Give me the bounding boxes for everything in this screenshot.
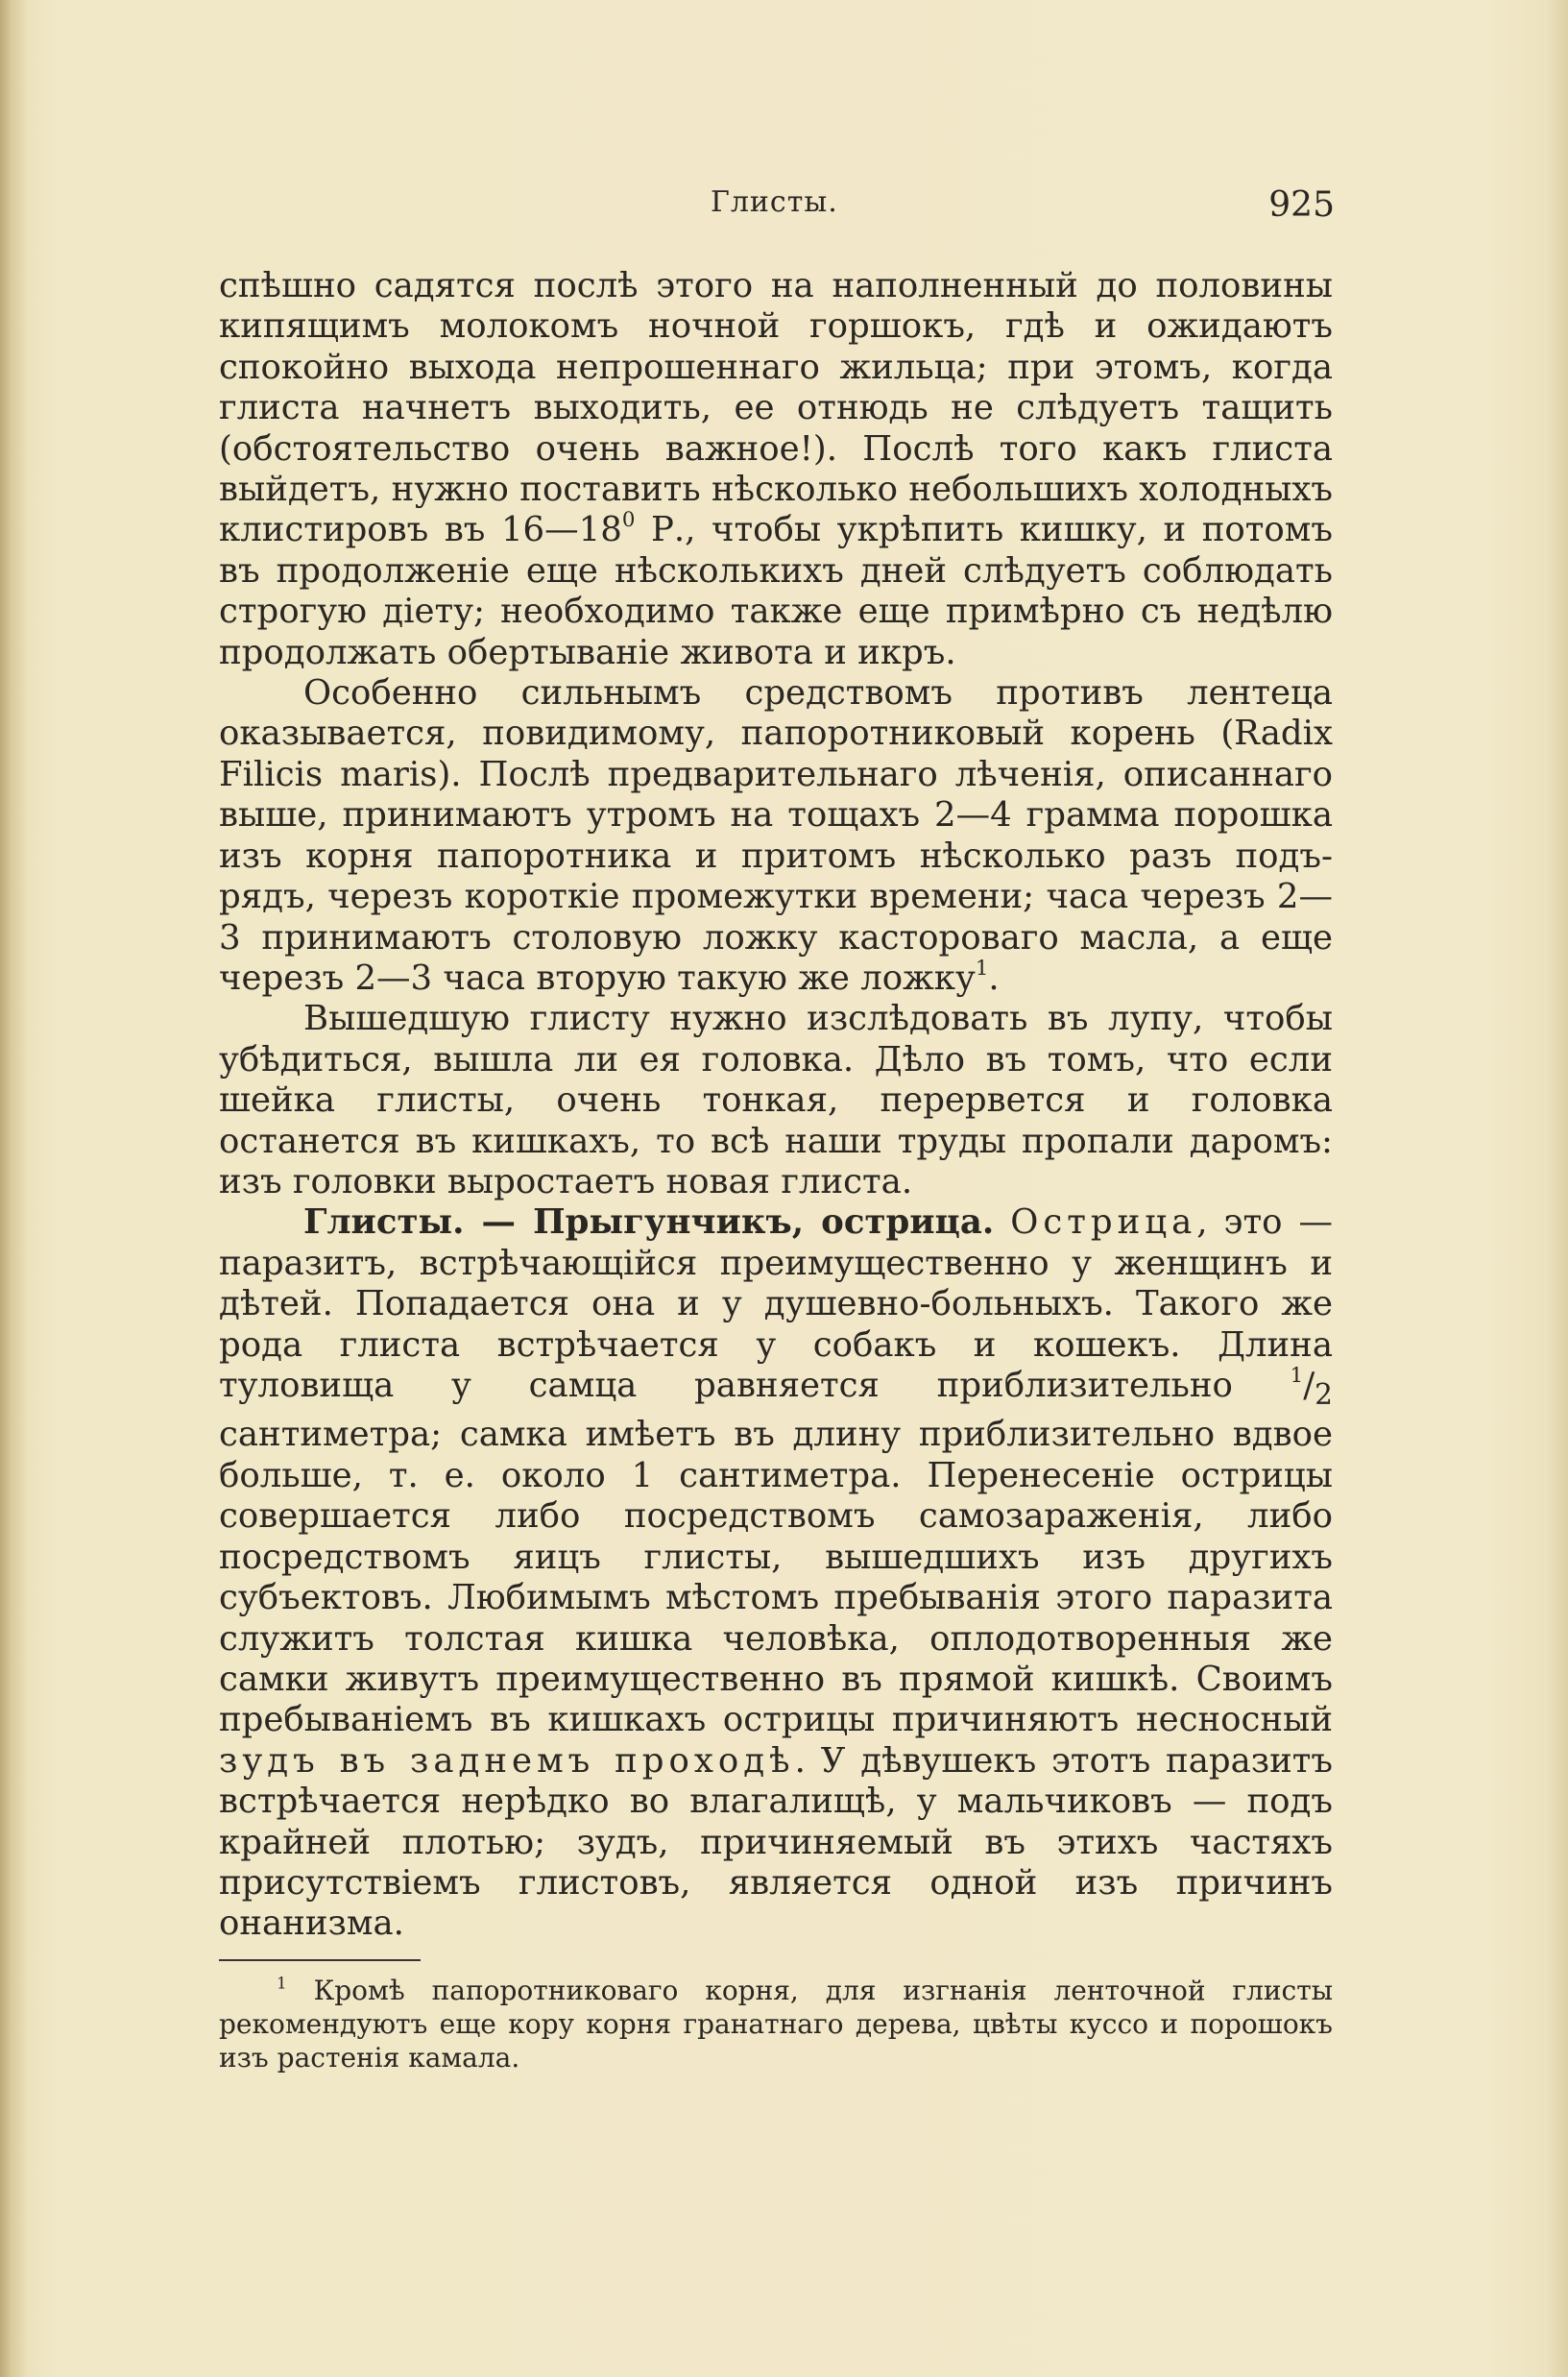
- paragraph-text: . У дѣвушекъ этотъ паразитъ встрѣчается нерѣдко во влагалищѣ, у мальчиковъ — подъ крайней плотью; зудъ, причиняемый въ этихъ частяхъ присутствіемъ глистовъ, является одной изъ причинъ онанизма.: [219, 1740, 1333, 1944]
- running-title: Глисты.: [711, 185, 838, 219]
- paragraph-text: сантиметра; самка имѣетъ въ длину приблизительно вдвое больше, т. е. около 1 сантиметра. Перенесеніе острицы совершается либо посредствомъ самозараженія, либо посредствомъ яицъ глисты, вышедшихъ изъ другихъ субъектовъ. Любимымъ мѣстомъ пребыванія этого паразита служитъ толстая кишка человѣка, оплодотворенныя же самки живутъ преимущественно въ прямой кишкѣ. Своимъ пребываніемъ въ кишкахъ острицы причиняютъ несносный: [219, 1415, 1333, 1740]
- fraction-denominator: 2: [1315, 1378, 1333, 1412]
- paragraph-text: Вышедшую глисту нужно изслѣдовать въ лупу, чтобы убѣдиться, вышла ли ея головка. Дѣло въ томъ, что если шейка глисты, очень тонкая, перервется и головка останется въ кишкахъ, то всѣ наши труды пропали даромъ: изъ головки выростаетъ новая глиста.: [219, 999, 1333, 1201]
- footnote-reference: 1: [975, 957, 989, 981]
- paragraph-3: [219, 999, 1333, 1202]
- spaced-term: Острица: [1010, 1202, 1197, 1243]
- paragraph-2: [219, 673, 1333, 999]
- paragraph-text: спѣшно садятся послѣ этого на наполненный до половины кипящимъ молокомъ ночной горшокъ, гдѣ и ожидаютъ спокойно выхода непрошеннаго жильца; при этомъ, когда глиста начнетъ выходить, ее отнюдь не слѣдуетъ тащить (обстоятельство очень важное!). Послѣ того какъ глиста выйдетъ, нужно поставить нѣсколько небольшихъ холодныхъ клистировъ въ 16—18: [219, 266, 1333, 550]
- footnote-rule: [219, 1959, 421, 1961]
- footnote: [219, 1974, 1333, 2074]
- footnote-marker: 1: [277, 1973, 287, 1993]
- degree-superscript: 0: [621, 508, 636, 533]
- body-text: [219, 266, 1333, 1945]
- page-number: 925: [1268, 185, 1335, 225]
- paragraph-text: Особенно сильнымъ средствомъ противъ лентеца оказывается, повидимому, папоротниковый корень (Radix Filicis maris). Послѣ предварительнаго лѣченія, описаннаго выше, принимаютъ утромъ на тощахъ 2—4 грамма порошка изъ корня папоротника и притомъ нѣсколько разъ подъ-рядъ, черезъ короткіе промежутки времени; часа черезъ 2—3 принимаютъ столовую ложку касторовaго масла, а еще черезъ 2—3 часа вторую такую же ложку: [219, 673, 1333, 998]
- paragraph-text: Р., чтобы укрѣпить кишку, и потомъ въ продолженіе еще нѣсколькихъ дней слѣдуетъ соблюдать строгую діету; необходимо также еще примѣрно съ недѣлю продолжать обертываніе живота и икръ.: [219, 510, 1333, 672]
- section-heading: Глисты. — Прыгунчикъ, острица.: [303, 1202, 995, 1243]
- running-head: [221, 185, 1335, 233]
- fraction-numerator: 1: [1290, 1364, 1304, 1389]
- paragraph-1: [219, 266, 1333, 673]
- paragraph-text: .: [988, 958, 1000, 998]
- paragraph-4: Глисты. — Прыгунчикъ, острица. Острица, это — паразитъ, встрѣчающійся преимущественно у женщинъ и дѣтей. Попадается она и у душевно-больныхъ. Такого же рода глиста встрѣчается у собакъ и кошекъ. Длина туловища у самца равняется приблизительно $^1/_2$ сантиметра; самка имѣетъ въ длину приблизительно вдвое больше, т. е. около 1 сантиметра. Перенесеніе острицы совершается либо посредствомъ самозараженія, либо посредствомъ яицъ глисты, вышедшихъ изъ другихъ субъектовъ. Любимымъ мѣстомъ пребыванія этого паразита служитъ толстая кишка человѣка, оплодотворенныя же самки живутъ преимущественно въ прямой кишкѣ. Своимъ пребываніемъ въ кишкахъ острицы причиняютъ несносный зудъ въ заднемъ проходѣ. У дѣвушекъ этотъ паразитъ встрѣчается нерѣдко во влагалищѣ, у мальчиковъ — подъ крайней плотью; зудъ, причиняемый въ этихъ частяхъ присутствіемъ глистовъ, является одной изъ причинъ онанизма.: [219, 1202, 1333, 1944]
- paragraph-text: , это — паразитъ, встрѣчающійся преимущественно у женщинъ и дѣтей. Попадается она и у душевно-больныхъ. Такого же рода глиста встрѣчается у собакъ и кошекъ. Длина туловища у самца равняется приблизительно: [219, 1202, 1333, 1405]
- spaced-term: зудъ въ заднемъ проходѣ: [219, 1740, 795, 1781]
- footnote-text: Кромѣ папоротниковаго корня, для изгнанія ленточной глисты рекомендуютъ еще кору корня гранатнаго дерева, цвѣты куссо и порошокъ изъ растенія камала.: [219, 1975, 1333, 2074]
